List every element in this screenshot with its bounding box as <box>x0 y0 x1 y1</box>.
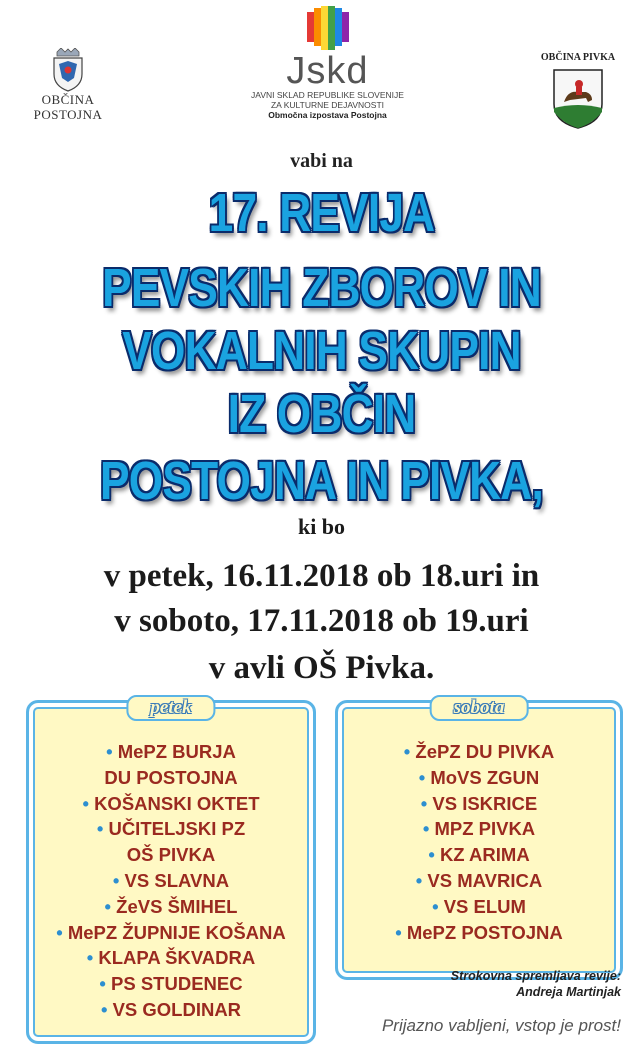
bullet-icon: • <box>395 921 407 943</box>
list-item: • VS SLAVNA <box>112 869 230 891</box>
bullet-icon: • <box>96 818 109 840</box>
bullet-icon: • <box>432 895 444 917</box>
friday-heading: petek <box>126 695 215 721</box>
list-item: • PS STUDENEC <box>99 973 243 995</box>
title-line-3: VOKALNIH SKUPIN <box>122 321 521 381</box>
title-line-4: IZ OBČIN <box>227 384 416 444</box>
postojna-coat-of-arms-icon <box>51 48 85 92</box>
bullet-icon: • <box>100 998 113 1020</box>
venue-text: v avli OŠ Pivka. <box>208 650 435 686</box>
title-line-5: POSTOJNA IN PIVKA, <box>100 451 543 511</box>
list-item: • ŽeVS ŠMIHEL <box>104 895 238 917</box>
credit-name: Andreja Martinjak <box>516 985 621 999</box>
list-item: • KZ ARIMA <box>428 844 530 866</box>
list-item: • MPZ PIVKA <box>422 818 536 840</box>
postojna-logo <box>28 48 108 122</box>
date-line-1: v petek, 16.11.2018 ob 18.uri in <box>103 558 540 594</box>
bullet-icon: • <box>422 818 435 840</box>
credit-label: Strokovna spremljava revije: <box>450 969 621 983</box>
credit-text <box>451 968 621 1000</box>
bullet-icon: • <box>420 792 433 814</box>
list-item: • MoVS ZGUN <box>418 766 540 788</box>
list-item: DU POSTOJNA <box>104 766 238 788</box>
list-item: • MePZ ŽUPNIJE KOŠANA <box>56 921 286 943</box>
list-item: • VS MAVRICA <box>415 869 543 891</box>
bullet-icon: • <box>82 792 95 814</box>
bullet-icon: • <box>99 973 112 995</box>
pivka-logo <box>538 52 618 130</box>
postojna-name-line1: OBČINA <box>41 92 95 107</box>
list-item: • KOŠANSKI OKTET <box>82 792 260 814</box>
pivka-name: OBČINA PIVKA <box>540 52 616 63</box>
list-item: • VS ELUM <box>432 895 526 917</box>
list-item: • MePZ BURJA <box>106 741 236 762</box>
bullet-icon: • <box>56 921 68 943</box>
list-item: • MePZ POSTOJNA <box>395 921 563 943</box>
list-item: • KLAPA ŠKVADRA <box>86 947 256 969</box>
saturday-box <box>335 697 623 980</box>
bullet-icon: • <box>112 869 125 891</box>
title-line-1: 17. REVIJA <box>208 183 435 243</box>
jskd-line2: ZA KULTURNE DEJAVNOSTI <box>270 100 385 110</box>
welcome-text: Prijazno vabljeni, vstop je prost! <box>381 1016 621 1035</box>
title-line-2: PEVSKIH ZBOROV IN <box>102 258 541 318</box>
list-item: OŠ PIVKA <box>126 844 216 866</box>
bullet-icon: • <box>415 869 428 891</box>
pivka-coat-of-arms-icon <box>552 68 604 130</box>
jskd-line3: Območna izpostava Postojna <box>268 110 387 120</box>
postojna-name-line2: POSTOJNA <box>33 107 103 122</box>
date-line-2: v soboto, 17.11.2018 ob 19.uri <box>114 603 529 639</box>
bullet-icon: • <box>86 947 99 969</box>
bullet-icon: • <box>104 895 117 917</box>
jskd-logo <box>235 4 420 121</box>
invite-text: vabi na <box>290 150 353 172</box>
saturday-choir-list <box>338 739 620 945</box>
bullet-icon: • <box>403 741 416 762</box>
saturday-heading: sobota <box>430 695 529 721</box>
bullet-icon: • <box>106 741 118 762</box>
jskd-color-mark-icon <box>303 4 353 54</box>
bullet-icon: • <box>418 766 431 788</box>
jskd-line1: JAVNI SKLAD REPUBLIKE SLOVENIJE <box>251 90 404 100</box>
bullet-icon: • <box>428 844 440 866</box>
list-item: • VS GOLDINAR <box>100 998 242 1020</box>
list-item: • VS ISKRICE <box>420 792 538 814</box>
list-item: • ŽePZ DU PIVKA <box>403 741 555 762</box>
friday-box <box>26 697 316 1044</box>
list-item: • UČITELJSKI PZ <box>96 818 246 840</box>
friday-choir-list <box>29 739 313 1023</box>
intro-text: ki bo <box>297 514 346 539</box>
jskd-wordmark: Jskd <box>286 50 369 92</box>
